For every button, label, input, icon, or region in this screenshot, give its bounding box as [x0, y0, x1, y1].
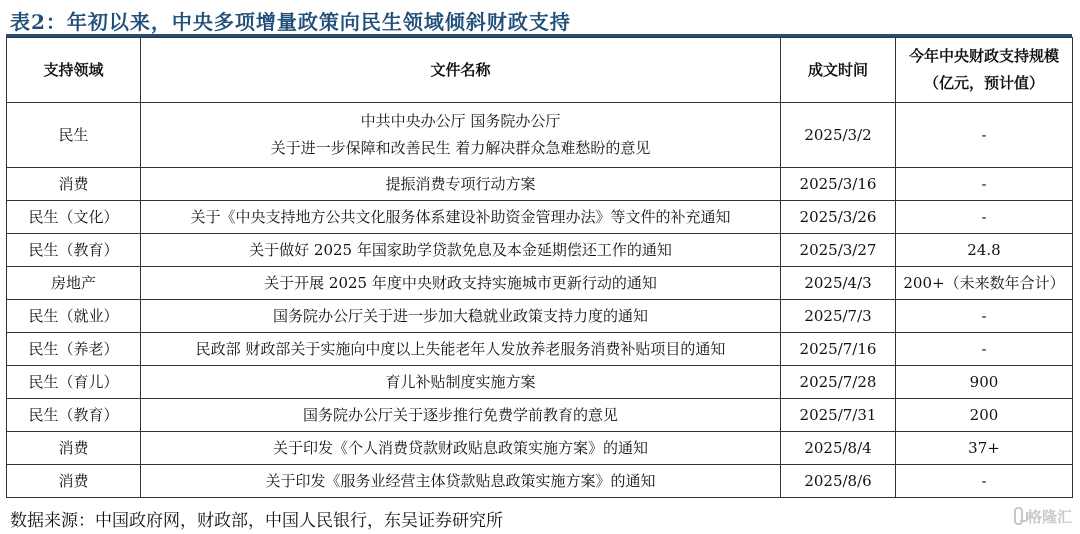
gelonghui-watermark — [1014, 504, 1072, 528]
table-row — [7, 234, 1073, 267]
table-row — [7, 201, 1073, 234]
table-row — [7, 333, 1073, 366]
support-scale-cell: - — [896, 103, 1073, 168]
issue-date-header: 成文时间 — [781, 38, 896, 103]
issue-date-cell: 2025/8/6 — [781, 465, 896, 498]
issue-date-cell: 2025/3/16 — [781, 168, 896, 201]
table-row — [7, 267, 1073, 300]
table-title: 表2：年初以来，中央多项增量政策向民生领域倾斜财政支持 — [10, 10, 571, 34]
table-row — [7, 432, 1073, 465]
document-name-cell: 关于印发《服务业经营主体贷款贴息政策实施方案》的通知 — [141, 465, 781, 498]
issue-date-cell: 2025/3/26 — [781, 201, 896, 234]
support-field-cell: 民生（就业） — [7, 300, 141, 333]
support-scale-header — [896, 38, 1073, 103]
document-name-cell: 关于印发《个人消费贷款财政贴息政策实施方案》的通知 — [141, 432, 781, 465]
data-source-note: 数据来源：中国政府网，财政部，中国人民银行，东吴证券研究所 — [10, 511, 503, 531]
document-name-cell: 育儿补贴制度实施方案 — [141, 366, 781, 399]
table-row — [7, 168, 1073, 201]
table-row — [7, 300, 1073, 333]
support-scale-cell: 200 — [896, 399, 1073, 432]
support-field-cell: 消费 — [7, 432, 141, 465]
issue-date-cell: 2025/7/3 — [781, 300, 896, 333]
support-field-cell: 民生（教育） — [7, 399, 141, 432]
table-header-row — [7, 38, 1073, 103]
document-name-line-2: 关于进一步保障和改善民生 着力解决群众急难愁盼的意见 — [270, 139, 651, 157]
issue-date-cell: 2025/4/3 — [781, 267, 896, 300]
watermark-text: 格隆汇 — [1026, 507, 1072, 526]
document-name-cell: 关于《中央支持地方公共文化服务体系建设补助资金管理办法》等文件的补充通知 — [141, 201, 781, 234]
issue-date-cell: 2025/3/2 — [781, 103, 896, 168]
support-scale-cell: 200+（未来数年合计） — [896, 267, 1073, 300]
table-row — [7, 366, 1073, 399]
policy-support-table — [6, 37, 1073, 498]
document-name-line-1: 中共中央办公厅 国务院办公厅 — [360, 112, 561, 131]
support-scale-cell: 900 — [896, 366, 1073, 399]
support-field-cell: 民生（教育） — [7, 234, 141, 267]
support-scale-cell: 37+ — [896, 432, 1073, 465]
support-field-cell: 民生（文化） — [7, 201, 141, 234]
document-name-cell: 关于开展 2025 年度中央财政支持实施城市更新行动的通知 — [141, 267, 781, 300]
issue-date-cell: 2025/7/31 — [781, 399, 896, 432]
issue-date-cell: 2025/7/28 — [781, 366, 896, 399]
support-field-cell: 民生（养老） — [7, 333, 141, 366]
document-name-cell: 国务院办公厅关于进一步加大稳就业政策支持力度的通知 — [141, 300, 781, 333]
support-field-cell: 房地产 — [7, 267, 141, 300]
table-row — [7, 399, 1073, 432]
issue-date-cell: 2025/8/4 — [781, 432, 896, 465]
support-scale-header-line-2: （亿元，预计值） — [923, 74, 1044, 92]
document-name-header: 文件名称 — [141, 38, 781, 103]
support-scale-cell: - — [896, 300, 1073, 333]
table-row — [7, 103, 1073, 168]
document-name-cell: 国务院办公厅关于逐步推行免费学前教育的意见 — [141, 399, 781, 432]
support-scale-cell: - — [896, 333, 1073, 366]
issue-date-cell: 2025/7/16 — [781, 333, 896, 366]
document-name-cell: 关于做好 2025 年国家助学贷款免息及本金延期偿还工作的通知 — [141, 234, 781, 267]
support-field-cell: 消费 — [7, 465, 141, 498]
support-field-header: 支持领域 — [7, 38, 141, 103]
policy-table-wrapper — [6, 37, 1072, 498]
support-field-cell: 民生 — [7, 103, 141, 168]
document-name-cell: 民政部 财政部关于实施向中度以上失能老年人发放养老服务消费补贴项目的通知 — [141, 333, 781, 366]
support-scale-cell: 24.8 — [896, 234, 1073, 267]
support-scale-header-line-1: 今年中央财政支持规模 — [908, 47, 1059, 66]
logo-icon — [1014, 507, 1023, 525]
document-name-cell — [141, 103, 781, 168]
support-scale-cell: - — [896, 465, 1073, 498]
support-field-cell: 消费 — [7, 168, 141, 201]
support-scale-cell: - — [896, 168, 1073, 201]
issue-date-cell: 2025/3/27 — [781, 234, 896, 267]
table-row — [7, 465, 1073, 498]
support-scale-cell: - — [896, 201, 1073, 234]
document-name-cell: 提振消费专项行动方案 — [141, 168, 781, 201]
support-field-cell: 民生（育儿） — [7, 366, 141, 399]
